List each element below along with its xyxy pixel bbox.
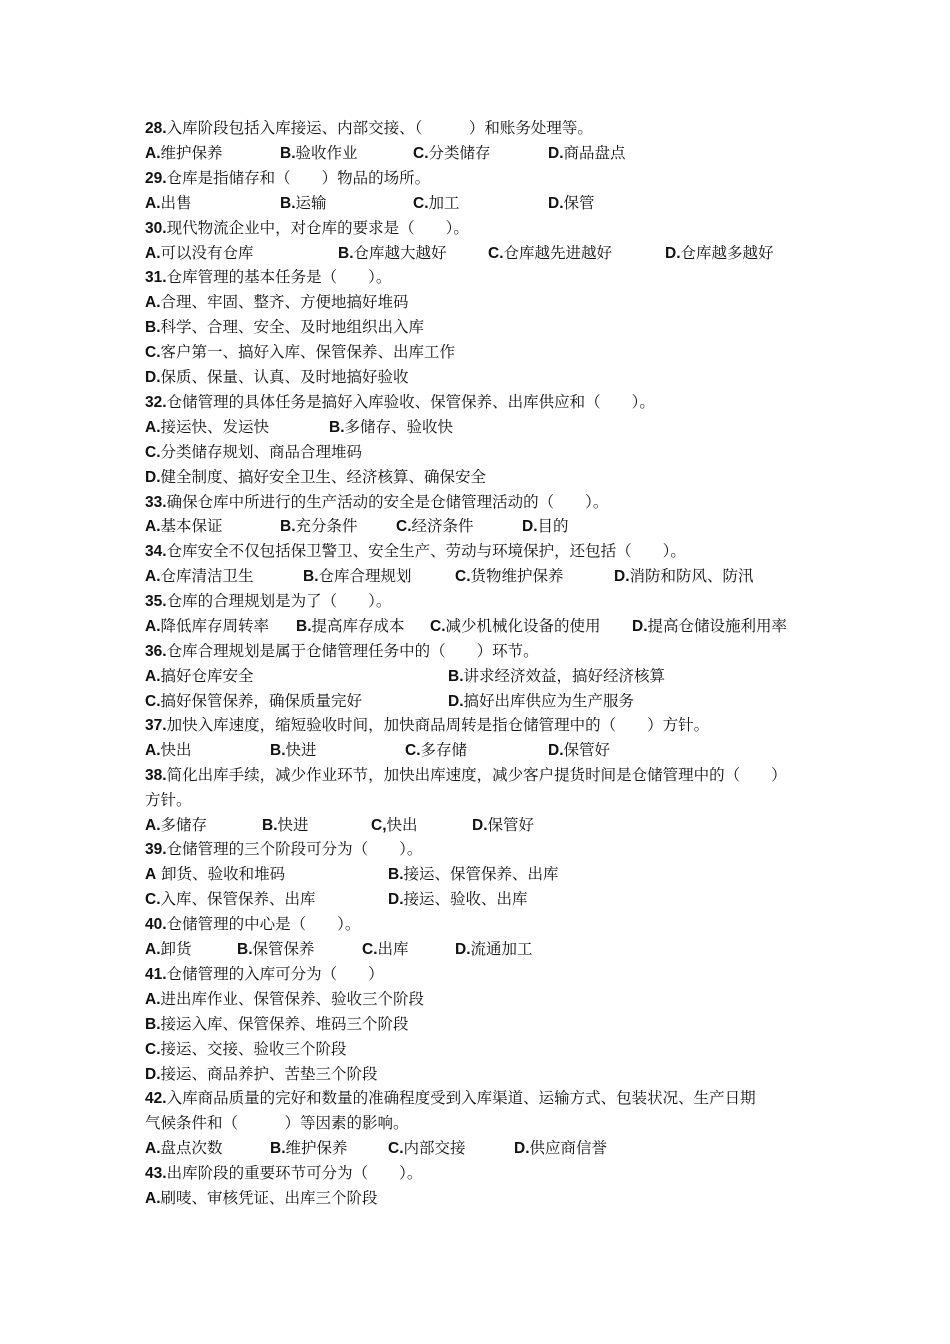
question-line <box>145 539 686 564</box>
answer-option[interactable] <box>145 191 192 216</box>
option-label: A. <box>145 518 161 535</box>
option-label: B. <box>296 618 312 635</box>
option-text: 盘点次数 <box>160 1139 223 1157</box>
option-label: D. <box>145 369 161 386</box>
option-label: D. <box>514 1140 530 1157</box>
question-number: 30. <box>145 220 167 237</box>
option-text: 目的 <box>537 517 569 535</box>
options-row <box>145 1012 825 1037</box>
option-text: 流通加工 <box>470 940 533 958</box>
options-row <box>145 415 825 440</box>
question-text: 仓库合理规划是属于仓储管理任务中的（ ）环节。 <box>166 642 539 660</box>
answer-option[interactable] <box>405 738 467 763</box>
options-row <box>145 564 825 589</box>
option-label: B. <box>329 419 345 436</box>
answer-option[interactable] <box>388 1136 466 1161</box>
option-label: A. <box>145 294 161 311</box>
option-label: B. <box>280 195 296 212</box>
option-label: B. <box>338 245 354 262</box>
option-label: A. <box>145 195 161 212</box>
question-number: 29. <box>145 170 167 187</box>
answer-option[interactable] <box>396 514 474 539</box>
option-text: 入库、保管保养、出库 <box>160 890 316 908</box>
answer-option[interactable] <box>280 514 358 539</box>
answer-option[interactable] <box>145 987 424 1012</box>
option-text: 维护保养 <box>285 1139 348 1157</box>
question-line <box>145 216 469 241</box>
question-line <box>145 589 391 614</box>
options-row <box>145 987 825 1012</box>
option-label: A. <box>145 941 161 958</box>
option-text: 出售 <box>160 194 192 212</box>
answer-option[interactable] <box>145 813 207 838</box>
options-row <box>145 1037 825 1062</box>
option-text: 充分条件 <box>295 517 358 535</box>
question-text: 仓储管理的入库可分为（ ） <box>166 965 384 983</box>
option-text: 基本保证 <box>160 517 223 535</box>
option-text: 快出 <box>160 741 192 759</box>
option-text: 加工 <box>428 194 460 212</box>
question-number: 42. <box>145 1090 167 1107</box>
options-row <box>145 465 825 490</box>
option-label: C. <box>145 1041 161 1058</box>
option-text: 保管好 <box>487 816 535 834</box>
answer-option[interactable] <box>145 141 223 166</box>
question-line <box>145 962 384 987</box>
option-text: 经济条件 <box>411 517 474 535</box>
option-label: C. <box>455 568 471 585</box>
answer-option[interactable] <box>488 241 612 266</box>
answer-option[interactable] <box>270 738 317 763</box>
option-label: B. <box>303 568 319 585</box>
answer-option[interactable] <box>548 141 626 166</box>
options-row <box>145 191 825 216</box>
options-row <box>145 340 825 365</box>
question-line <box>145 763 787 788</box>
question-number: 28. <box>145 120 167 137</box>
answer-option[interactable] <box>388 887 528 912</box>
option-label: D. <box>665 245 681 262</box>
option-text: 商品盘点 <box>563 144 626 162</box>
option-text: 内部交接 <box>403 1139 466 1157</box>
options-row <box>145 290 825 315</box>
question-line <box>145 639 539 664</box>
answer-option[interactable] <box>145 1012 409 1037</box>
answer-option[interactable] <box>338 241 447 266</box>
option-label: B. <box>270 742 286 759</box>
question-text: 仓储管理的三个阶段可分为（ ）。 <box>166 840 423 858</box>
answer-option[interactable] <box>303 564 412 589</box>
options-row <box>145 241 825 266</box>
question-text-continued: 方针。 <box>145 791 192 809</box>
answer-option[interactable] <box>448 664 665 689</box>
question-number: 43. <box>145 1165 167 1182</box>
option-label: C, <box>371 817 387 834</box>
option-text: 讲求经济效益，搞好经济核算 <box>463 667 666 685</box>
question-text-continued: 气候条件和（ ）等因素的影响。 <box>145 1114 409 1132</box>
option-text: 仓库清洁卫生 <box>160 567 254 585</box>
option-label: D. <box>448 693 464 710</box>
question-text: 入库阶段包括入库接运、内部交接、（ ）和账务处理等。 <box>166 119 593 137</box>
option-label: B. <box>237 941 253 958</box>
answer-option[interactable] <box>362 937 409 962</box>
answer-option[interactable] <box>145 415 269 440</box>
option-label: A. <box>145 668 161 685</box>
answer-option[interactable] <box>145 1186 378 1211</box>
option-label: A. <box>145 1140 161 1157</box>
answer-option[interactable] <box>280 141 358 166</box>
answer-option[interactable] <box>665 241 774 266</box>
answer-option[interactable] <box>145 738 192 763</box>
question-number: 32. <box>145 394 167 411</box>
options-row <box>145 614 825 639</box>
question-number: 33. <box>145 494 167 511</box>
option-text: 保质、保量、认真、及时地搞好验收 <box>160 368 409 386</box>
option-label: C. <box>145 344 161 361</box>
option-label: C. <box>388 1140 404 1157</box>
question-number: 38. <box>145 767 167 784</box>
option-label: C. <box>413 145 429 162</box>
question-number: 41. <box>145 966 167 983</box>
options-row <box>145 862 825 887</box>
option-label: C. <box>362 941 378 958</box>
option-text: 接运快、发运快 <box>160 418 270 436</box>
answer-option[interactable] <box>413 191 460 216</box>
option-text: 快出 <box>386 816 418 834</box>
option-text: 减少机械化设备的使用 <box>445 617 601 635</box>
option-text: 快进 <box>277 816 309 834</box>
option-text: 提高库存成本 <box>311 617 405 635</box>
question-line <box>145 1086 756 1111</box>
answer-option[interactable] <box>145 887 316 912</box>
question-line <box>145 390 655 415</box>
option-label: D. <box>145 1066 161 1083</box>
options-row <box>145 738 825 763</box>
answer-option[interactable] <box>514 1136 607 1161</box>
option-text: 健全制度、搞好安全卫生、经济核算、确保安全 <box>160 468 487 486</box>
option-label: A. <box>145 419 161 436</box>
answer-option[interactable] <box>145 937 192 962</box>
option-label: B. <box>262 817 278 834</box>
answer-option[interactable] <box>145 862 285 887</box>
answer-option[interactable] <box>145 290 409 315</box>
question-text: 简化出库手续，减少作业环节，加快出库速度，减少客户提货时间是仓储管理中的（ ） <box>166 766 787 784</box>
answer-option[interactable] <box>270 1136 348 1161</box>
answer-option[interactable] <box>296 614 405 639</box>
option-label: C. <box>145 693 161 710</box>
option-text: 可以没有仓库 <box>160 244 254 262</box>
answer-option[interactable] <box>145 340 455 365</box>
question-text: 入库商品质量的完好和数量的准确程度受到入库渠道、运输方式、包装状况、生产日期 <box>166 1089 756 1107</box>
option-label: C. <box>405 742 421 759</box>
option-text: 快进 <box>285 741 317 759</box>
option-text: 分类储存规划、商品合理堆码 <box>160 443 363 461</box>
options-row <box>145 664 825 689</box>
options-row <box>145 1136 825 1161</box>
option-text: 仓库合理规划 <box>318 567 412 585</box>
option-text: 验收作业 <box>295 144 358 162</box>
option-text: 接运、验收、出库 <box>403 890 528 908</box>
answer-option[interactable] <box>522 514 569 539</box>
question-text: 仓储管理的中心是（ ）。 <box>166 915 361 933</box>
options-row <box>145 1186 825 1211</box>
option-label: D. <box>632 618 648 635</box>
option-text: 保管好 <box>563 741 611 759</box>
answer-option[interactable] <box>280 191 327 216</box>
question-number: 36. <box>145 643 167 660</box>
option-label: B. <box>388 866 404 883</box>
option-label: D. <box>548 145 564 162</box>
option-label: B. <box>280 145 296 162</box>
option-label: D. <box>472 817 488 834</box>
option-text: 维护保养 <box>160 144 223 162</box>
answer-option[interactable] <box>548 191 595 216</box>
option-text: 合理、牢固、整齐、方便地搞好堆码 <box>160 293 409 311</box>
option-label: D. <box>548 742 564 759</box>
question-text: 仓库管理的基本任务是（ ）。 <box>166 268 392 286</box>
answer-option[interactable] <box>145 514 223 539</box>
option-label: B. <box>270 1140 286 1157</box>
options-row <box>145 365 825 390</box>
answer-option[interactable] <box>448 689 634 714</box>
option-text: 多存储 <box>420 741 468 759</box>
option-text: 刷唛、审核凭证、出库三个阶段 <box>160 1189 378 1207</box>
option-text: 降低库存周转率 <box>160 617 270 635</box>
answer-option[interactable] <box>413 141 491 166</box>
option-text: 搞好出库供应为生产服务 <box>463 692 635 710</box>
options-row <box>145 315 825 340</box>
option-text: 多储存 <box>160 816 208 834</box>
option-label: A. <box>145 145 161 162</box>
option-text: 接运、保管保养、出库 <box>403 865 559 883</box>
answer-option[interactable] <box>145 564 254 589</box>
answer-option[interactable] <box>632 614 787 639</box>
option-label: D. <box>522 518 538 535</box>
option-text: 多储存、验收快 <box>344 418 454 436</box>
option-label: C. <box>430 618 446 635</box>
question-text: 仓库的合理规划是为了（ ）。 <box>166 592 392 610</box>
option-text: 进出库作业、保管保养、验收三个阶段 <box>160 990 425 1008</box>
answer-option[interactable] <box>329 415 453 440</box>
option-label: D. <box>145 469 161 486</box>
option-text: 科学、合理、安全、及时地组织出入库 <box>160 318 425 336</box>
option-text: 卸货、验收和堆码 <box>156 865 286 883</box>
option-label: D. <box>614 568 630 585</box>
option-label: B. <box>448 668 464 685</box>
option-text: 仓库越大越好 <box>353 244 447 262</box>
answer-option[interactable] <box>455 937 533 962</box>
option-label: A. <box>145 568 161 585</box>
options-row <box>145 887 825 912</box>
question-number: 35. <box>145 593 167 610</box>
option-label: A <box>145 866 157 883</box>
option-text: 货物维护保养 <box>470 567 564 585</box>
question-line <box>145 116 593 141</box>
question-text: 仓库安全不仅包括保卫警卫、安全生产、劳动与环境保护，还包括（ ）。 <box>166 542 686 560</box>
answer-option[interactable] <box>455 564 564 589</box>
option-label: A. <box>145 618 161 635</box>
option-label: C. <box>145 444 161 461</box>
option-text: 卸货 <box>160 940 192 958</box>
option-text: 接运、交接、验收三个阶段 <box>160 1040 347 1058</box>
option-label: A. <box>145 742 161 759</box>
option-label: A. <box>145 817 161 834</box>
option-text: 保管 <box>563 194 595 212</box>
option-label: C. <box>145 891 161 908</box>
answer-option[interactable] <box>388 862 559 887</box>
answer-option[interactable] <box>145 689 362 714</box>
question-number: 39. <box>145 841 167 858</box>
answer-option[interactable] <box>145 1037 347 1062</box>
answer-option[interactable] <box>145 465 486 490</box>
answer-option[interactable] <box>430 614 601 639</box>
question-text: 加快入库速度，缩短验收时间，加快商品周转是指仓储管理中的（ ）方针。 <box>166 716 710 734</box>
option-text: 客户第一、搞好入库、保管保养、出库工作 <box>160 343 456 361</box>
options-row <box>145 689 825 714</box>
option-label: D. <box>455 941 471 958</box>
option-text: 仓库越多越好 <box>680 244 774 262</box>
option-label: C. <box>396 518 412 535</box>
question-text: 仓库是指储存和（ ）物品的场所。 <box>166 169 431 187</box>
answer-option[interactable] <box>145 614 269 639</box>
answer-option[interactable] <box>145 365 409 390</box>
option-text: 出库 <box>377 940 409 958</box>
option-text: 接运、商品养护、苦垫三个阶段 <box>160 1065 378 1083</box>
question-text: 确保仓库中所进行的生产活动的安全是仓储管理活动的（ ）。 <box>166 493 609 511</box>
question-line <box>145 1161 422 1186</box>
answer-option[interactable] <box>548 738 610 763</box>
option-label: A. <box>145 991 161 1008</box>
option-label: A. <box>145 245 161 262</box>
option-label: B. <box>280 518 296 535</box>
question-line <box>145 166 430 191</box>
answer-option[interactable] <box>145 664 254 689</box>
answer-option[interactable] <box>237 937 315 962</box>
question-number: 37. <box>145 717 167 734</box>
option-label: D. <box>548 195 564 212</box>
question-number: 40. <box>145 916 167 933</box>
option-text: 保管保养 <box>252 940 315 958</box>
answer-option[interactable] <box>145 241 254 266</box>
option-text: 供应商信誉 <box>529 1139 608 1157</box>
question-text: 现代物流企业中，对仓库的要求是（ ）。 <box>166 219 469 237</box>
option-text: 分类储存 <box>428 144 491 162</box>
question-number: 34. <box>145 543 167 560</box>
option-text: 搞好仓库安全 <box>160 667 254 685</box>
option-text: 接运入库、保管保养、堆码三个阶段 <box>160 1015 409 1033</box>
question-line <box>145 265 391 290</box>
answer-option[interactable] <box>262 813 309 838</box>
option-label: C. <box>488 245 504 262</box>
question-text: 仓储管理的具体任务是搞好入库验收、保管保养、出库供应和（ ）。 <box>166 393 655 411</box>
answer-option[interactable] <box>145 440 362 465</box>
option-label: B. <box>145 319 161 336</box>
options-row <box>145 141 825 166</box>
option-label: C. <box>413 195 429 212</box>
answer-option[interactable] <box>145 1136 223 1161</box>
question-line <box>145 713 709 738</box>
options-row <box>145 1062 825 1087</box>
options-row <box>145 440 825 465</box>
option-text: 仓库越先进越好 <box>503 244 613 262</box>
answer-option[interactable] <box>472 813 534 838</box>
option-text: 搞好保管保养，确保质量完好 <box>160 692 363 710</box>
question-line <box>145 912 360 937</box>
options-row <box>145 813 825 838</box>
question-text: 出库阶段的重要环节可分为（ ）。 <box>166 1164 423 1182</box>
question-line <box>145 837 422 862</box>
option-text: 消防和防风、防汛 <box>629 567 754 585</box>
question-line <box>145 490 608 515</box>
answer-option[interactable] <box>371 813 418 838</box>
question-number: 31. <box>145 269 167 286</box>
option-text: 运输 <box>295 194 327 212</box>
option-label: D. <box>388 891 404 908</box>
option-label: B. <box>145 1016 161 1033</box>
options-row <box>145 937 825 962</box>
answer-option[interactable] <box>145 1062 378 1087</box>
answer-option[interactable] <box>145 315 424 340</box>
option-label: A. <box>145 1190 161 1207</box>
option-text: 提高仓储设施利用率 <box>647 617 788 635</box>
answer-option[interactable] <box>614 564 754 589</box>
options-row <box>145 514 825 539</box>
